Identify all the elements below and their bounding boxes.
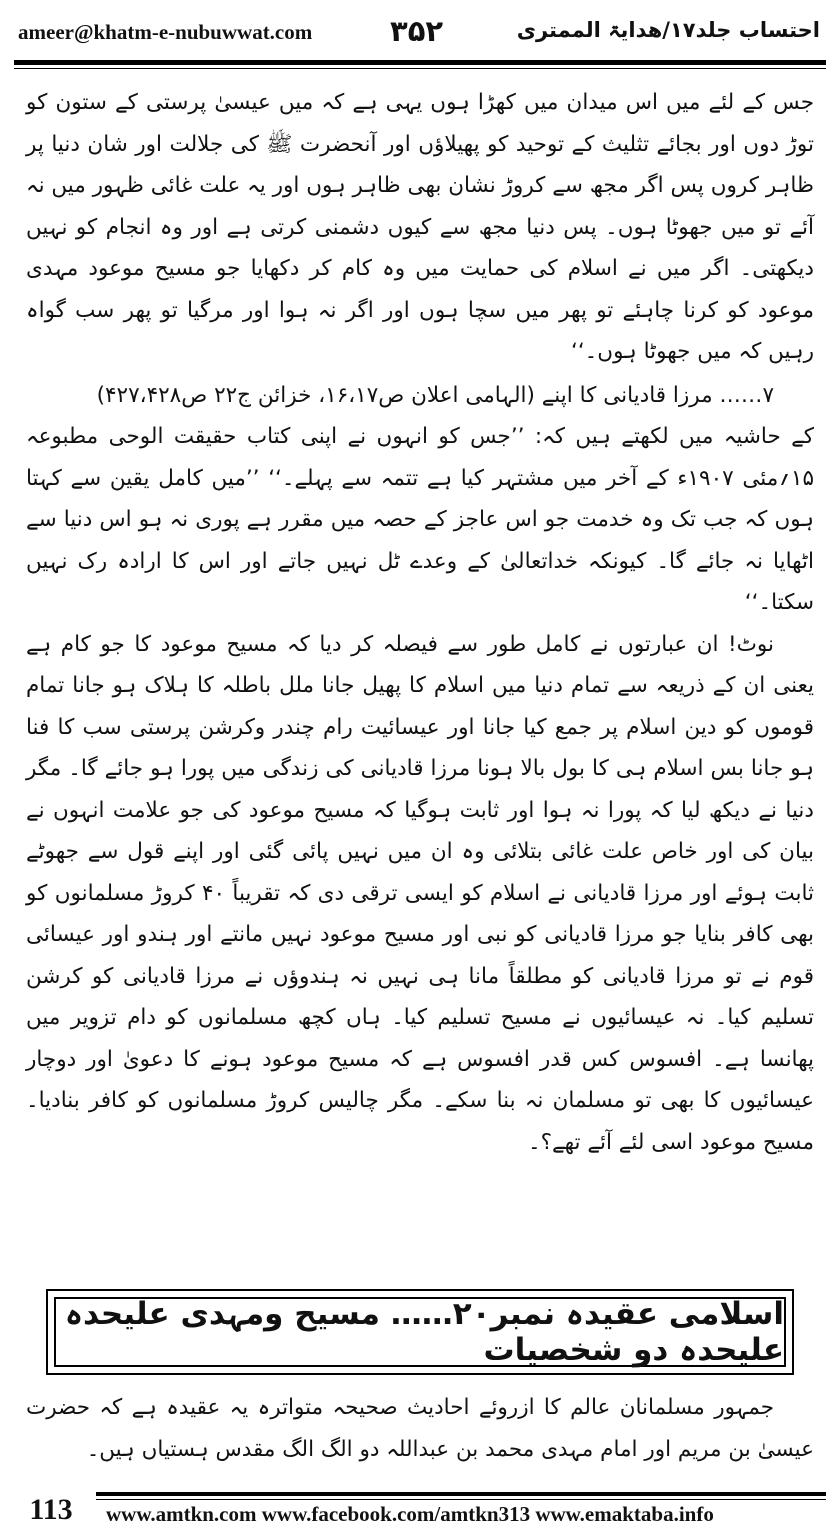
section-heading: اسلامی عقیدہ نمبر۲۰…… مسیح ومہدی علیحدہ علیحدہ دو شخصیات [64, 1296, 784, 1368]
header-page-number: ۳۵۲ [390, 14, 444, 48]
closing-text [26, 1387, 814, 1470]
page-footer [14, 1490, 826, 1530]
footer-rule-thin [96, 1499, 826, 1500]
section-heading-box [46, 1289, 794, 1375]
footnote-paragraph: کے حاشیہ میں لکھتے ہیں کہ: ’’جس کو انہوں نے اپنی کتاب حقیقت الوحی مطبوعہ ۱۵؍مئی ۱۹۰۷ء کے آخر میں مشتہر کیا ہے تتمہ سے پہلے۔‘‘ ’’میں کامل یقین سے کہتا ہوں کہ جب تک وہ خدمت جو اس عاجز کے حصہ میں مقرر ہے پوری نہ ہو اس دنیا سے اٹھایا نہ جائے گا۔ کیونکہ خداتعالیٰ کے وعدے ٹل نہیں جاتے اور اس کا ارادہ رک نہیں سکتا۔‘‘ [26, 424, 815, 615]
footer-links: www.amtkn.com www.facebook.com/amtkn313 www.emaktaba.info [106, 1502, 714, 1526]
footer-page-number: 113 [29, 1493, 73, 1526]
note-paragraph: نوٹ! ان عبارتوں نے کامل طور سے فیصلہ کر دیا کہ مسیح موعود کا جو کام ہے یعنی ان کے ذریعہ سے تمام دنیا میں اسلام کا پھیل جانا ملل باطلہ کا ہلاک ہو جانا تمام قوموں کو دین اسلام پر جمع کیا جانا اور عیسائیت رام چندر وکرشن پرستی سب کا فنا ہو جانا بس اسلام ہی کا بول بالا ہونا مرزا قادیانی کی زندگی میں پورا ہو جائے گا۔ مگر دنیا نے دیکھ لیا کہ پورا نہ ہوا اور ثابت ہوگیا کہ مسیح موعود کی جو علامت انہوں نے بیان کی اور خاص علت غائی بتلائی وہ ان میں نہیں پائی گئی اور اپنے قول سے جھوٹے ثابت ہوئے اور مرزا قادیانی نے اسلام کو ایسی ترقی دی کہ تقریباً ۴۰ کروڑ مسلمانوں کو بھی کافر بنایا جو مرزا قادیانی کو نبی اور مسیح موعود نہیں مانتے اور ہندو اور عیسائی قوم نے تو مرزا قادیانی کو مطلقاً مانا ہی نہیں نہ ہندوؤں نے مرزا قادیانی کو کرشن تسلیم کیا۔ نہ عیسائیوں نے مسیح تسلیم کیا۔ ہاں کچھ مسلمانوں کو دام تزویر میں پھانسا ہے۔ افسوس کس قدر افسوس ہے کہ مسیح موعود ہونے کا دعویٰ اور دوچار عیسائیوں کا بھی تو مسلمان نہ بنا سکے۔ مگر چالیس کروڑ مسلمانوں کو کافر بنادیا۔ مسیح موعود اسی لئے آئے تھے؟۔ [26, 631, 814, 1155]
body-text [26, 82, 814, 1163]
header-rule-thin [14, 68, 826, 69]
page-header [14, 14, 826, 56]
quote-paragraph: جس کے لئے میں اس میدان میں کھڑا ہوں یہی ہے کہ میں عیسیٰ پرستی کے ستون کو توڑ دوں اور بجائے تثلیث کے توحید کو پھیلاؤں اور آنحضرت ﷺ کی جلالت اور شان دنیا پر ظاہر کروں پس اگر مجھ سے کروڑ نشان بھی ظاہر ہوں اور یہ علت غائی ظہور میں نہ آئے تو میں جھوٹا ہوں۔ پس دنیا مجھ سے کیوں دشمنی کرتی ہے اور وہ انجام کو نہیں دیکھتی۔ اگر میں نے اسلام کی حمایت میں وہ کام کر دکھایا جو مسیح موعود مہدی موعود کو کرنا چاہئے تو پھر میں سچا ہوں اور اگر نہ ہوا اور مرگیا تو پھر سب گواہ رہیں کہ میں جھوٹا ہوں۔‘‘ [26, 90, 814, 364]
section-heading-inner-border [54, 1297, 786, 1367]
header-email: ameer@khatm-e-nubuwwat.com [18, 20, 313, 44]
header-rule-thick [14, 60, 826, 65]
footer-rule-thick [96, 1492, 826, 1496]
closing-paragraph: جمہور مسلمانان عالم کا ازروئے احادیث صحیحہ متواترہ یہ عقیدہ ہے کہ حضرت عیسیٰ بن مریم اور امام مہدی محمد بن عبداللہ دو الگ الگ مقدس ہستیاں ہیں۔ [26, 1395, 814, 1462]
item-7: ۷…… مرزا قادیانی کا اپنے (الہامی اعلان ص۱۶،۱۷، خزائن ج۲۲ ص۴۲۷،۴۲۸) [96, 382, 774, 408]
header-book-title: احتساب جلد۱۷/ھدایۃ الممتری [516, 18, 820, 42]
